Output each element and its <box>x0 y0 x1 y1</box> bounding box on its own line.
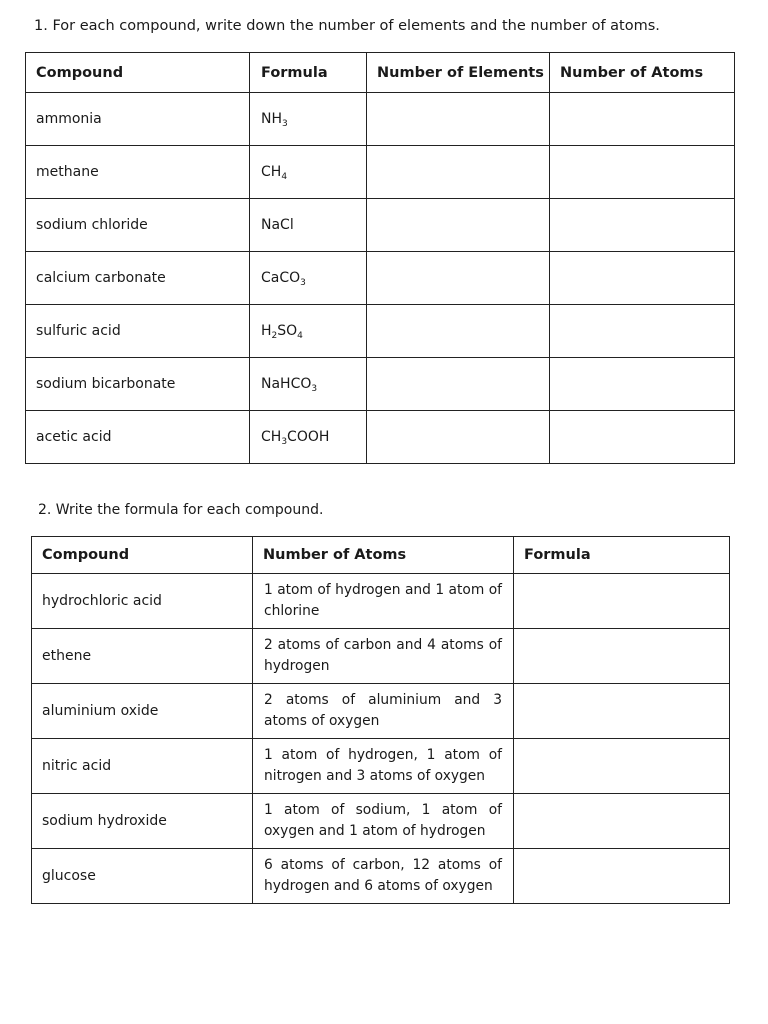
compound-name: ammonia <box>26 93 250 146</box>
chemical-formula <box>250 358 367 411</box>
formula-answer[interactable] <box>514 629 730 684</box>
table-row <box>32 574 730 629</box>
compound-name: glucose <box>32 849 253 904</box>
compound-name: nitric acid <box>32 739 253 794</box>
table-header-row <box>32 537 730 574</box>
header-formula: Formula <box>514 537 730 574</box>
formula-subscript: 3 <box>282 119 288 129</box>
number-of-atoms-answer[interactable] <box>550 199 735 252</box>
formula-symbol: NaHCO <box>261 376 312 392</box>
chemical-formula <box>250 199 367 252</box>
formula-symbol: CaCO <box>261 270 301 286</box>
number-of-atoms-answer[interactable] <box>550 93 735 146</box>
compound-name: calcium carbonate <box>26 252 250 305</box>
table-row <box>26 411 735 464</box>
elements-atoms-table <box>25 52 735 464</box>
formula-symbol: SO <box>277 323 298 339</box>
table-row <box>26 358 735 411</box>
number-of-elements-answer[interactable] <box>367 358 550 411</box>
header-number-of-atoms: Number of Atoms <box>253 537 514 574</box>
compound-name: sodium chloride <box>26 199 250 252</box>
formula-symbol: NH <box>261 111 282 127</box>
formula-subscript: 4 <box>297 331 303 341</box>
compound-name: methane <box>26 146 250 199</box>
compound-name: hydrochloric acid <box>32 574 253 629</box>
formula-answer[interactable] <box>514 684 730 739</box>
table-row <box>32 684 730 739</box>
table-row <box>26 199 735 252</box>
table-row <box>26 252 735 305</box>
formula-answer[interactable] <box>514 849 730 904</box>
number-of-atoms-answer[interactable] <box>550 146 735 199</box>
table-row <box>32 849 730 904</box>
formula-subscript: 4 <box>281 172 288 182</box>
formula-subscript: 3 <box>281 437 288 447</box>
header-compound: Compound <box>32 537 253 574</box>
table-header-row <box>26 53 735 93</box>
compound-name: ethene <box>32 629 253 684</box>
table-row <box>26 305 735 358</box>
question-2-title: 2. Write the formula for each compound. <box>38 502 324 518</box>
write-formula-table <box>31 536 730 904</box>
formula-symbol: CH <box>261 164 282 180</box>
formula-answer[interactable] <box>514 739 730 794</box>
number-of-elements-answer[interactable] <box>367 305 550 358</box>
formula-symbol: H <box>261 323 272 339</box>
chemical-formula <box>250 93 367 146</box>
table-row <box>32 739 730 794</box>
chemical-formula <box>250 146 367 199</box>
number-of-elements-answer[interactable] <box>367 93 550 146</box>
atoms-description: 2 atoms of aluminium and 3 atoms of oxygen <box>253 684 514 739</box>
compound-name: sulfuric acid <box>26 305 250 358</box>
number-of-atoms-answer[interactable] <box>550 358 735 411</box>
formula-answer[interactable] <box>514 794 730 849</box>
table-row <box>26 146 735 199</box>
formula-subscript: 2 <box>271 331 278 341</box>
table-row <box>32 794 730 849</box>
formula-subscript: 3 <box>300 278 306 288</box>
atoms-description: 1 atom of hydrogen, 1 atom of nitrogen and 3 atoms of oxygen <box>253 739 514 794</box>
table-row <box>32 629 730 684</box>
atoms-description: 2 atoms of carbon and 4 atoms of hydrogen <box>253 629 514 684</box>
header-compound: Compound <box>26 53 250 93</box>
compound-name: acetic acid <box>26 411 250 464</box>
chemical-formula <box>250 411 367 464</box>
atoms-description: 6 atoms of carbon, 12 atoms of hydrogen and 6 atoms of oxygen <box>253 849 514 904</box>
table-row <box>26 93 735 146</box>
header-number-of-elements: Number of Elements <box>367 53 550 93</box>
compound-name: sodium hydroxide <box>32 794 253 849</box>
formula-symbol: NaCl <box>261 217 294 233</box>
number-of-elements-answer[interactable] <box>367 411 550 464</box>
atoms-description: 1 atom of sodium, 1 atom of oxygen and 1 atom of hydrogen <box>253 794 514 849</box>
number-of-elements-answer[interactable] <box>367 199 550 252</box>
number-of-elements-answer[interactable] <box>367 146 550 199</box>
formula-answer[interactable] <box>514 574 730 629</box>
formula-symbol: COOH <box>287 429 330 445</box>
compound-name: sodium bicarbonate <box>26 358 250 411</box>
number-of-atoms-answer[interactable] <box>550 305 735 358</box>
chemical-formula <box>250 305 367 358</box>
compound-name: aluminium oxide <box>32 684 253 739</box>
formula-subscript: 3 <box>311 384 318 394</box>
number-of-elements-answer[interactable] <box>367 252 550 305</box>
atoms-description: 1 atom of hydrogen and 1 atom of chlorine <box>253 574 514 629</box>
number-of-atoms-answer[interactable] <box>550 252 735 305</box>
number-of-atoms-answer[interactable] <box>550 411 735 464</box>
question-1-title: 1. For each compound, write down the number of elements and the number of atoms. <box>34 18 660 34</box>
header-formula: Formula <box>250 53 367 93</box>
formula-symbol: CH <box>261 429 282 445</box>
chemical-formula <box>250 252 367 305</box>
header-number-of-atoms: Number of Atoms <box>550 53 735 93</box>
